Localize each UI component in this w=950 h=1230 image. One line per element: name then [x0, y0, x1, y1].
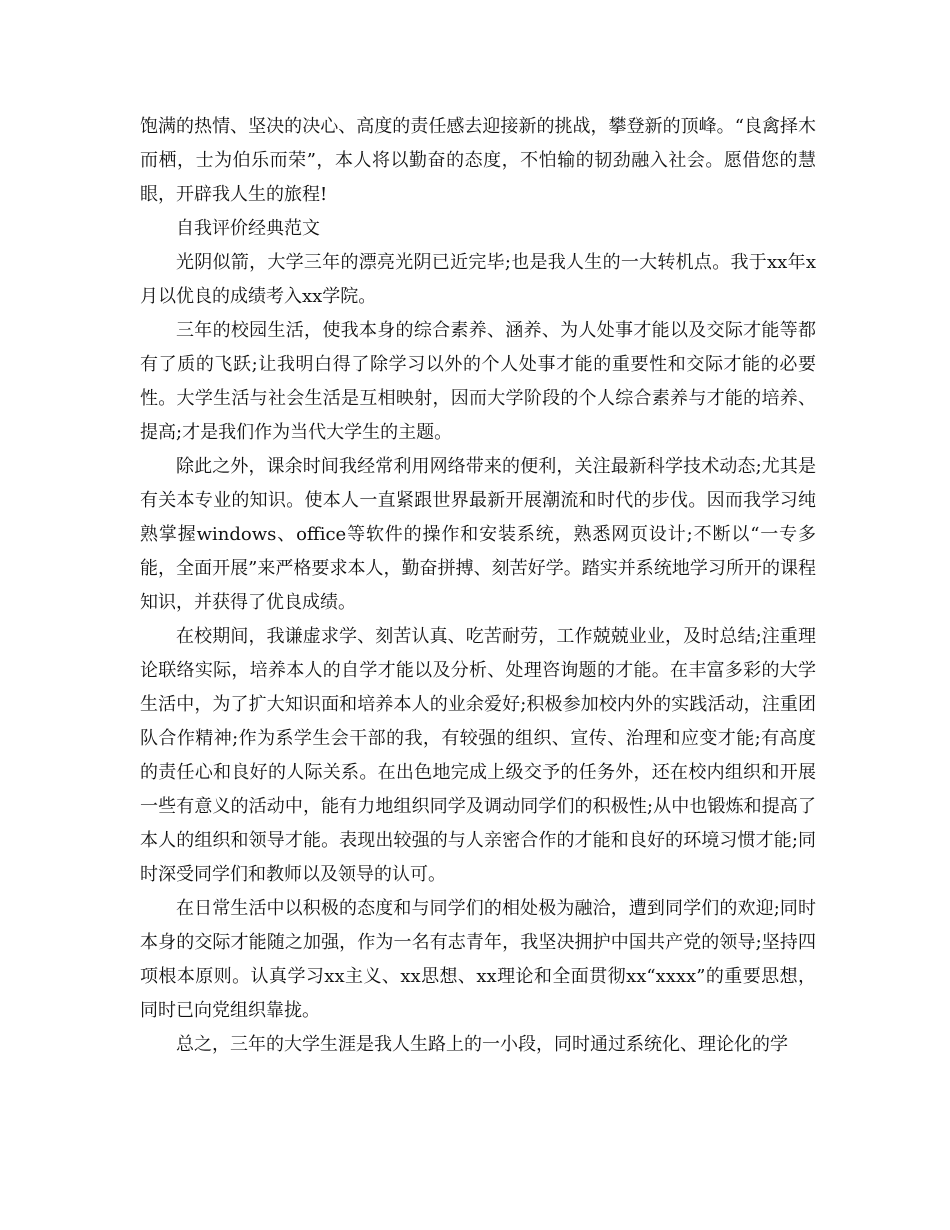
paragraph-2: 三年的校园生活，使我本身的综合素养、涵养、为人处事才能以及交际才能等都有了质的飞跃;让我明白得了除学习以外的个人处事才能的重要性和交际才能的必要性。大学生活与社会生活是互相映射，因而大学阶段的个人综合素养与才能的培养、提高;才是我们作为当代大学生的主题。	[140, 320, 816, 443]
paragraph-1: 光阴似箭，大学三年的漂亮光阴已近完毕;也是我人生的一大转机点。我于xx年x月以优良的成绩考入xx学院。	[140, 252, 816, 307]
section-heading: 自我评价经典范文	[176, 218, 320, 239]
paragraph-5: 在日常生活中以积极的态度和与同学们的相处极为融洽，遭到同学们的欢迎;同时本身的交际才能随之加强，作为一名有志青年，我坚决拥护中国共产党的领导;坚持四项根本原则。认真学习xx主义、xx思想、xx理论和全面贯彻xx“xxxx”的重要思想，同时已向党组织靠拢。	[140, 898, 816, 1021]
document-body	[140, 110, 816, 1062]
paragraph-3: 除此之外，课余时间我经常利用网络带来的便利，关注最新科学技术动态;尤其是有关本专业的知识。使本人一直紧跟世界最新开展潮流和时代的步伐。因而我学习纯熟掌握windows、office等软件的操作和安装系统，熟悉网页设计;不断以“一专多能，全面开展”来严格要求本人，勤奋拼搏、刻苦好学。踏实并系统地学习所开的课程知识，并获得了优良成绩。	[140, 456, 816, 613]
paragraph-intro-continuation: 饱满的热情、坚决的决心、高度的责任感去迎接新的挑战，攀登新的顶峰。“良禽择木而栖，士为伯乐而荣”，本人将以勤奋的态度，不怕输的韧劲融入社会。愿借您的慧眼，开辟我人生的旅程!	[140, 116, 816, 205]
paragraph-6: 总之，三年的大学生涯是我人生路上的一小段，同时通过系统化、理论化的学	[176, 1034, 788, 1055]
paragraph-4: 在校期间，我谦虚求学、刻苦认真、吃苦耐劳，工作兢兢业业，及时总结;注重理论联络实际，培养本人的自学才能以及分析、处理咨询题的才能。在丰富多彩的大学生活中，为了扩大知识面和培养本人的业余爱好;积极参加校内外的实践活动，注重团队合作精神;作为系学生会干部的我，有较强的组织、宣传、治理和应变才能;有高度的责任心和良好的人际关系。在出色地完成上级交予的任务外，还在校内组织和开展一些有意义的活动中，能有力地组织同学及调动同学们的积极性;从中也锻炼和提高了本人的组织和领导才能。表现出较强的与人亲密合作的才能和良好的环境习惯才能;同时深受同学们和教师以及领导的认可。	[140, 626, 816, 885]
